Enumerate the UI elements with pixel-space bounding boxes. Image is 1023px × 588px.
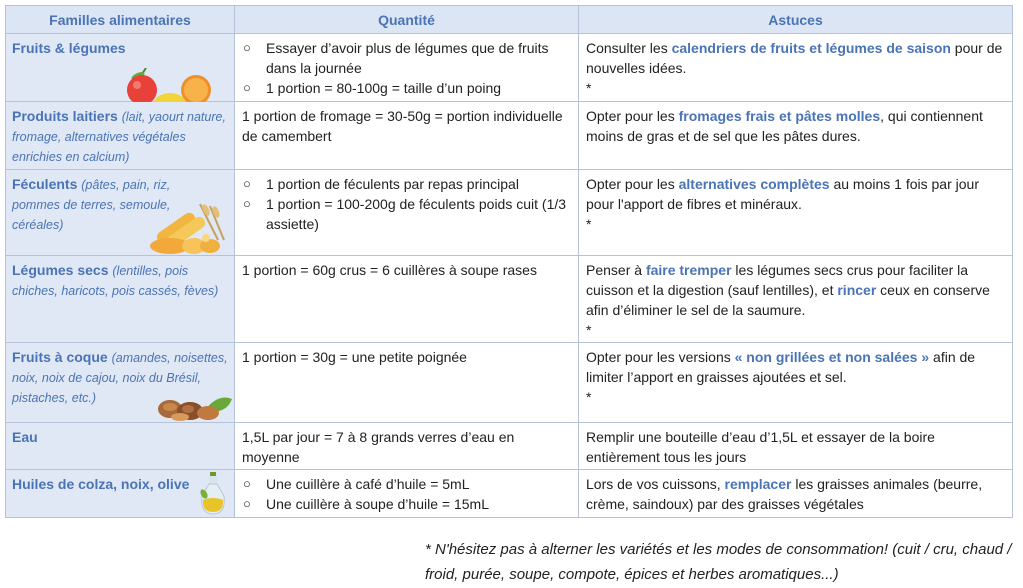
- family-name: Fruits à coque: [12, 349, 108, 365]
- tip-cell: Opter pour les alternatives complètes au moins 1 fois par jour pour l'apport de fibres et minéraux. *: [579, 170, 1013, 256]
- family-name: Fruits & légumes: [12, 40, 126, 56]
- quantity-cell: 1 portion = 30g = une petite poignée: [235, 343, 579, 423]
- list-item: ○ 1 portion = 100-200g de féculents poids cuit (1/3 assiette): [243, 196, 567, 232]
- bullet-icon: ○: [243, 476, 251, 491]
- footnote: * N'hésitez pas à alterner les variétés et les modes de consommation! (cuit / cru, chaud / froid, purée, soupe, compote, épices et herbes aromatiques...): [425, 541, 1012, 583]
- footnote-marker: *: [586, 216, 592, 232]
- table-row: [6, 470, 1013, 518]
- family-name: Eau: [12, 429, 38, 445]
- family-detail: (lentilles, pois chiches, haricots, pois cassés, fèves): [12, 264, 219, 298]
- family-detail: (amandes, noisettes, noix, noix de cajou, noix du Brésil, pistaches, etc.): [12, 351, 228, 405]
- tip-cell: Lors de vos cuissons, remplacer les graisses animales (beurre, crème, saindoux) par des graisses végétales: [579, 470, 1013, 518]
- table-row: [6, 343, 1013, 423]
- family-name: Produits laitiers: [12, 108, 118, 124]
- family-name: Huiles de colza, noix, olive: [12, 476, 190, 492]
- quantity-cell: 1 portion = 60g crus = 6 cuillères à soupe rases: [235, 256, 579, 343]
- family-cell: [6, 343, 235, 423]
- family-detail: (lait, yaourt nature, fromage, alternatives végétales enrichies en calcium): [12, 110, 226, 164]
- footnote-marker: *: [586, 322, 592, 338]
- quantity-list: [242, 474, 571, 514]
- tip-cell: Penser à faire tremper les légumes secs crus pour faciliter la cuisson et la digestion (sauf lentilles), et rincer ceux en conserve afin d’éliminer le sel de la saumure. *: [579, 256, 1013, 343]
- starches-icon: [148, 200, 232, 256]
- tip-highlight: calendriers de fruits et légumes de saison: [671, 40, 951, 56]
- family-cell: [6, 470, 235, 518]
- tip-cell: Consulter les calendriers de fruits et légumes de saison pour de nouvelles idées. *: [579, 34, 1013, 102]
- quantity-cell: [235, 34, 579, 102]
- bullet-icon: ○: [243, 40, 251, 55]
- family-cell: [6, 170, 235, 256]
- tip-highlight: alternatives complètes: [678, 176, 830, 192]
- list-item: ○ 1 portion = 80-100g = taille d’un poing: [243, 80, 502, 96]
- bullet-icon: ○: [243, 176, 251, 191]
- family-cell: [6, 34, 235, 102]
- nuts-icon: [156, 391, 234, 421]
- tip-cell: Remplir une bouteille d’eau d’1,5L et essayer de la boire entièrement tous les jours: [579, 423, 1013, 470]
- bullet-icon: ○: [243, 496, 251, 511]
- family-cell: [6, 256, 235, 343]
- tip-highlight: « non grillées et non salées »: [734, 349, 930, 365]
- table-row: [6, 170, 1013, 256]
- list-item: ○ Essayer d’avoir plus de légumes que de fruits dans la journée: [243, 40, 549, 76]
- tip-highlight: remplacer: [724, 476, 792, 492]
- list-item: ○ Une cuillère à soupe d’huile = 15mL: [243, 496, 489, 512]
- tip-highlight: faire tremper: [645, 262, 732, 278]
- bullet-icon: ○: [243, 80, 251, 95]
- food-families-table: [5, 5, 1013, 518]
- table-header-row: [6, 6, 1013, 34]
- footnote-marker: *: [586, 80, 592, 96]
- tip-highlight: rincer: [837, 282, 877, 298]
- tip-cell: Opter pour les fromages frais et pâtes molles, qui contiennent moins de gras et de sel que les pâtes dures.: [579, 102, 1013, 170]
- quantity-cell: 1 portion de fromage = 30-50g = portion individuelle de camembert: [235, 102, 579, 170]
- bullet-icon: ○: [243, 196, 251, 211]
- list-item: ○ Une cuillère à café d’huile = 5mL: [243, 476, 470, 492]
- family-cell: [6, 423, 235, 470]
- header-tips: Astuces: [579, 6, 1013, 34]
- footnote-marker: *: [586, 389, 592, 405]
- quantity-list: [242, 174, 571, 234]
- tip-highlight: fromages frais et pâtes molles: [678, 108, 881, 124]
- family-detail: (pâtes, pain, riz, pommes de terres, semoule, céréales): [12, 178, 171, 232]
- quantity-cell: 1,5L par jour = 7 à 8 grands verres d’eau en moyenne: [235, 423, 579, 470]
- table-row: [6, 34, 1013, 102]
- oil-bottle-icon: [198, 472, 228, 516]
- family-name: Légumes secs: [12, 262, 109, 278]
- table-row: [6, 102, 1013, 170]
- quantity-cell: [235, 470, 579, 518]
- tip-cell: Opter pour les versions « non grillées et non salées » afin de limiter l’apport en graisses ajoutées et sel. *: [579, 343, 1013, 423]
- list-item: ○ 1 portion de féculents par repas principal: [243, 176, 519, 192]
- quantity-cell: [235, 170, 579, 256]
- header-family: Familles alimentaires: [6, 6, 235, 34]
- header-quantity: Quantité: [235, 6, 579, 34]
- quantity-list: [242, 38, 571, 98]
- family-cell: [6, 102, 235, 170]
- family-name: Féculents: [12, 176, 78, 192]
- table-row: [6, 256, 1013, 343]
- table-row: [6, 423, 1013, 470]
